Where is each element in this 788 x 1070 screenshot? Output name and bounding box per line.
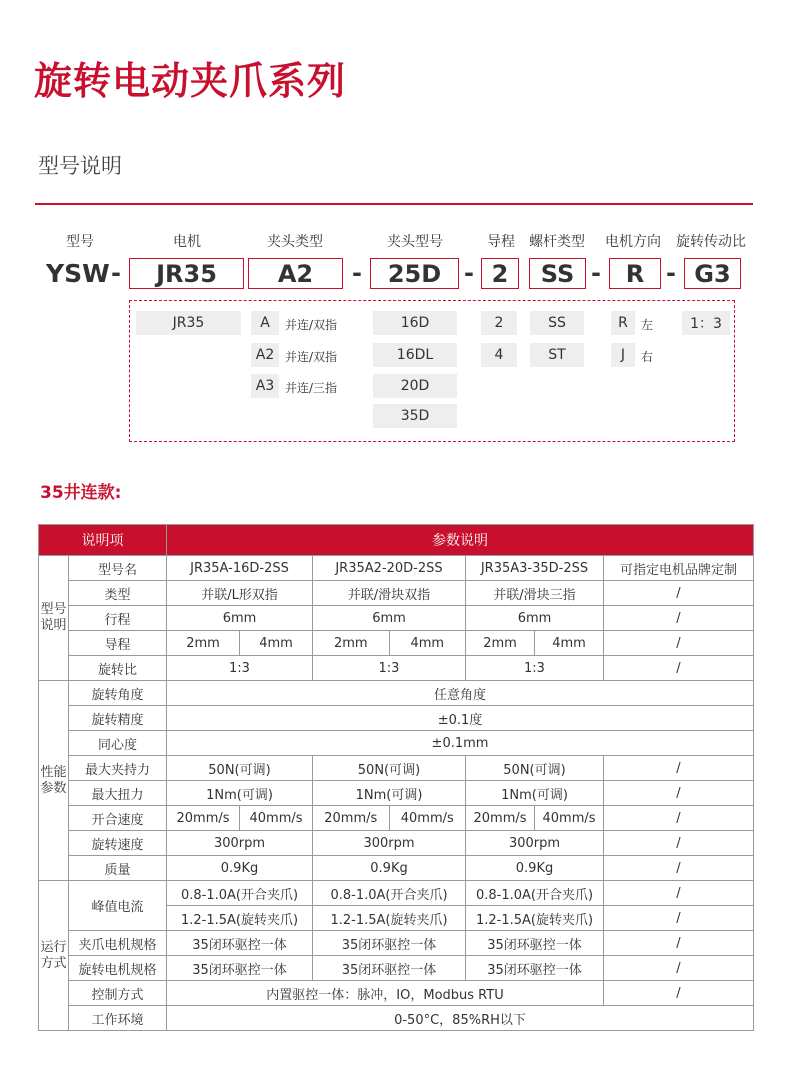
spec-table xyxy=(38,524,754,1031)
cell: 任意角度 xyxy=(167,681,754,706)
cell-part: 2mm xyxy=(333,635,368,651)
cell: 1:3 xyxy=(466,656,604,681)
label-model: 型号 xyxy=(66,234,94,250)
cell: 0.8-1.0A(开合夹爪) xyxy=(167,881,313,906)
code-direction: R xyxy=(609,258,661,289)
option-clamp-model: 35D xyxy=(373,404,457,428)
option-direction-desc: 右 xyxy=(641,350,654,364)
option-ratio: 1：3 xyxy=(682,311,730,335)
group-label: 运行方式 xyxy=(39,881,69,1031)
table-row xyxy=(39,756,754,781)
cell-part: 20mm/s xyxy=(176,810,230,826)
cell: 35闭环驱控一体 xyxy=(313,931,466,956)
cell: 0.9Kg xyxy=(466,856,604,881)
row-label: 质量 xyxy=(69,856,167,881)
cell-part: 2mm xyxy=(186,635,220,651)
cell: 6mm xyxy=(466,606,604,631)
label-lead: 导程 xyxy=(487,234,515,250)
separator: - xyxy=(666,259,676,287)
cell: 并联/滑块双指 xyxy=(313,581,466,606)
option-direction-desc: 左 xyxy=(641,318,654,332)
cell-part: 20mm/s xyxy=(473,810,527,826)
cell: 1:3 xyxy=(167,656,313,681)
cell: / xyxy=(604,781,754,806)
code-clamp-type: A2 xyxy=(248,258,343,289)
option-motor: JR35 xyxy=(136,311,241,335)
cell: / xyxy=(604,656,754,681)
cell: 0-50°C，85%RH以下 xyxy=(167,1006,754,1031)
group-label: 性能参数 xyxy=(39,681,69,881)
option-screw: SS xyxy=(530,311,584,335)
section-subtitle: 型号说明 xyxy=(38,154,122,178)
header-params: 参数说明 xyxy=(167,525,754,556)
cell xyxy=(466,806,604,831)
cell: / xyxy=(604,756,754,781)
cell: 可指定电机品牌定制 xyxy=(604,556,754,581)
cell xyxy=(167,806,313,831)
table-header-row xyxy=(39,525,754,556)
cell-part: 40mm/s xyxy=(239,806,312,830)
section-title: 35井连款: xyxy=(40,483,122,503)
label-screw: 螺杆类型 xyxy=(529,234,585,250)
cell: 内置驱控一体：脉冲，IO，Modbus RTU xyxy=(167,981,604,1006)
cell: ±0.1mm xyxy=(167,731,754,756)
separator: - xyxy=(464,259,474,287)
code-lead: 2 xyxy=(481,258,519,289)
options-panel xyxy=(129,300,735,442)
cell-part: 40mm/s xyxy=(389,806,466,830)
cell: 300rpm xyxy=(313,831,466,856)
code-motor: JR35 xyxy=(129,258,244,289)
cell: / xyxy=(604,981,754,1006)
cell: 1Nm(可调) xyxy=(466,781,604,806)
cell: / xyxy=(604,831,754,856)
cell: 300rpm xyxy=(167,831,313,856)
row-label: 旋转比 xyxy=(69,656,167,681)
model-prefix: YSW xyxy=(46,259,110,288)
cell: 0.8-1.0A(开合夹爪) xyxy=(466,881,604,906)
table-row xyxy=(39,731,754,756)
label-motor: 电机 xyxy=(173,234,201,250)
cell-part: 4mm xyxy=(389,631,466,655)
option-lead: 4 xyxy=(481,343,517,367)
row-label: 旋转精度 xyxy=(69,706,167,731)
table-row xyxy=(39,931,754,956)
cell: / xyxy=(604,881,754,906)
row-label: 行程 xyxy=(69,606,167,631)
row-label: 旋转速度 xyxy=(69,831,167,856)
cell-part: 40mm/s xyxy=(534,806,603,830)
cell: JR35A2-20D-2SS xyxy=(313,556,466,581)
option-screw: ST xyxy=(530,343,584,367)
table-row xyxy=(39,606,754,631)
cell: / xyxy=(604,956,754,981)
table-row xyxy=(39,581,754,606)
cell: 1.2-1.5A(旋转夹爪) xyxy=(313,906,466,931)
option-clamp-type-desc: 并连/三指 xyxy=(285,381,338,395)
cell: / xyxy=(604,856,754,881)
code-screw: SS xyxy=(529,258,586,289)
cell: 6mm xyxy=(167,606,313,631)
option-clamp-model: 16D xyxy=(373,311,457,335)
row-label: 最大夹持力 xyxy=(69,756,167,781)
cell: 1Nm(可调) xyxy=(313,781,466,806)
label-ratio: 旋转传动比 xyxy=(676,234,746,250)
cell: 35闭环驱控一体 xyxy=(466,931,604,956)
cell: 0.9Kg xyxy=(167,856,313,881)
cell xyxy=(466,631,604,656)
option-direction: J xyxy=(611,343,635,367)
cell: 1Nm(可调) xyxy=(167,781,313,806)
table-row xyxy=(39,706,754,731)
cell-part: 2mm xyxy=(483,635,517,651)
table-row xyxy=(39,631,754,656)
cell: 并联/滑块三指 xyxy=(466,581,604,606)
cell: 50N(可调) xyxy=(466,756,604,781)
header-item: 说明项 xyxy=(39,525,167,556)
code-ratio: G3 xyxy=(684,258,741,289)
cell: 0.9Kg xyxy=(313,856,466,881)
table-row xyxy=(39,831,754,856)
cell: 0.8-1.0A(开合夹爪) xyxy=(313,881,466,906)
option-clamp-type: A3 xyxy=(251,374,279,398)
cell xyxy=(313,631,466,656)
label-clamp-type: 夹头类型 xyxy=(267,234,323,250)
option-clamp-model: 20D xyxy=(373,374,457,398)
option-clamp-type-desc: 并连/双指 xyxy=(285,318,338,332)
row-label: 控制方式 xyxy=(69,981,167,1006)
option-clamp-type-desc: 并连/双指 xyxy=(285,350,338,364)
cell: 1:3 xyxy=(313,656,466,681)
option-clamp-type: A xyxy=(251,311,279,335)
table-row xyxy=(39,1006,754,1031)
cell: 50N(可调) xyxy=(313,756,466,781)
cell: 35闭环驱控一体 xyxy=(313,956,466,981)
row-label: 旋转电机规格 xyxy=(69,956,167,981)
table-row xyxy=(39,956,754,981)
cell-part: 4mm xyxy=(534,631,603,655)
row-label: 类型 xyxy=(69,581,167,606)
cell xyxy=(313,806,466,831)
cell-part: 20mm/s xyxy=(324,810,378,826)
cell: 35闭环驱控一体 xyxy=(167,956,313,981)
option-clamp-type: A2 xyxy=(251,343,279,367)
table-row xyxy=(39,806,754,831)
option-clamp-model: 16DL xyxy=(373,343,457,367)
cell-part: 4mm xyxy=(239,631,312,655)
separator: - xyxy=(111,259,121,287)
row-label: 峰值电流 xyxy=(69,881,167,931)
cell xyxy=(167,631,313,656)
cell: / xyxy=(604,606,754,631)
cell: 1.2-1.5A(旋转夹爪) xyxy=(466,906,604,931)
separator: - xyxy=(352,259,362,287)
page-title: 旋转电动夹爪系列 xyxy=(34,59,347,103)
row-label: 开合速度 xyxy=(69,806,167,831)
table-row xyxy=(39,856,754,881)
cell: / xyxy=(604,806,754,831)
cell: 并联/L形双指 xyxy=(167,581,313,606)
table-row xyxy=(39,556,754,581)
label-clamp-model: 夹头型号 xyxy=(387,234,443,250)
cell: 35闭环驱控一体 xyxy=(167,931,313,956)
group-label: 型号说明 xyxy=(39,556,69,681)
cell: JR35A-16D-2SS xyxy=(167,556,313,581)
cell: 300rpm xyxy=(466,831,604,856)
cell: / xyxy=(604,931,754,956)
option-lead: 2 xyxy=(481,311,517,335)
row-label: 最大扭力 xyxy=(69,781,167,806)
cell: / xyxy=(604,906,754,931)
cell: 6mm xyxy=(313,606,466,631)
table-row xyxy=(39,781,754,806)
code-clamp-model: 25D xyxy=(370,258,459,289)
separator: - xyxy=(591,259,601,287)
option-direction: R xyxy=(611,311,635,335)
cell: / xyxy=(604,581,754,606)
cell: / xyxy=(604,631,754,656)
table-row xyxy=(39,981,754,1006)
cell: 50N(可调) xyxy=(167,756,313,781)
cell: 1.2-1.5A(旋转夹爪) xyxy=(167,906,313,931)
row-label: 旋转角度 xyxy=(69,681,167,706)
cell: ±0.1度 xyxy=(167,706,754,731)
table-row xyxy=(39,681,754,706)
row-label: 型号名 xyxy=(69,556,167,581)
table-row xyxy=(39,881,754,906)
row-label: 导程 xyxy=(69,631,167,656)
divider xyxy=(35,203,753,205)
table-row xyxy=(39,656,754,681)
cell: JR35A3-35D-2SS xyxy=(466,556,604,581)
row-label: 同心度 xyxy=(69,731,167,756)
cell: 35闭环驱控一体 xyxy=(466,956,604,981)
row-label: 夹爪电机规格 xyxy=(69,931,167,956)
label-direction: 电机方向 xyxy=(605,234,661,250)
row-label: 工作环境 xyxy=(69,1006,167,1031)
